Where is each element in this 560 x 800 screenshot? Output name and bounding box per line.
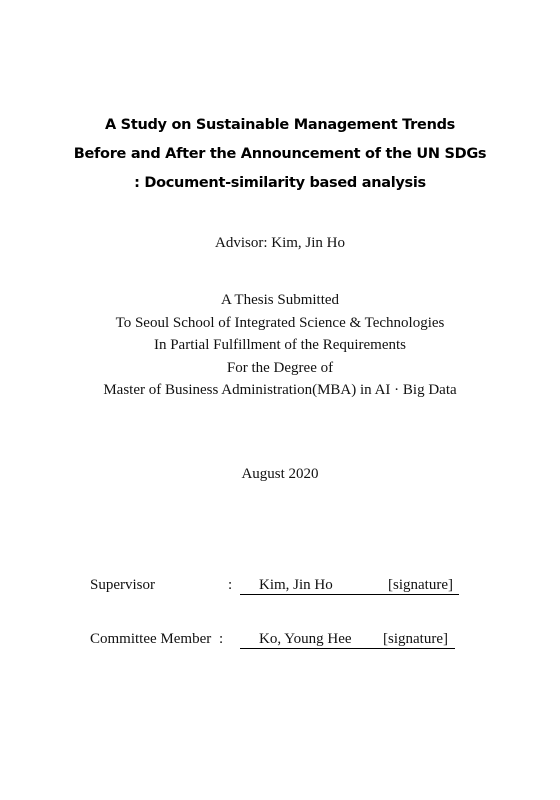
submission-statement [0,289,560,402]
submission-date: August 2020 [241,466,319,482]
committee-colon: : [219,631,224,647]
committee-member-label: Committee Member [90,631,212,647]
supervisor-label: Supervisor [90,577,155,593]
title-line-1: A Study on Sustainable Management Trends [105,117,455,133]
supervisor-signature-line [240,574,459,595]
committee-member-name: Ko, Young Hee [259,631,352,647]
advisor-line: Advisor: Kim, Jin Ho [214,235,345,251]
supervisor-signature: [signature] [388,577,453,593]
submission-line-3: In Partial Fulfillment of the Requirements [153,337,407,353]
title-line-3: : Document-similarity based analysis [134,175,426,191]
committee-signature-line [240,628,455,649]
submission-line-1: A Thesis Submitted [220,292,340,308]
committee-member-signature: [signature] [383,631,448,647]
thesis-title [0,111,560,198]
submission-line-2: To Seoul School of Integrated Science & Technologies [115,314,445,331]
submission-line-5: Master of Business Administration(MBA) in AI · Big Data [103,382,457,398]
supervisor-colon: : [228,577,233,593]
supervisor-name: Kim, Jin Ho [259,577,333,593]
title-line-2: Before and After the Announcement of the UN SDGs [73,146,487,162]
submission-line-4: For the Degree of [226,359,334,376]
